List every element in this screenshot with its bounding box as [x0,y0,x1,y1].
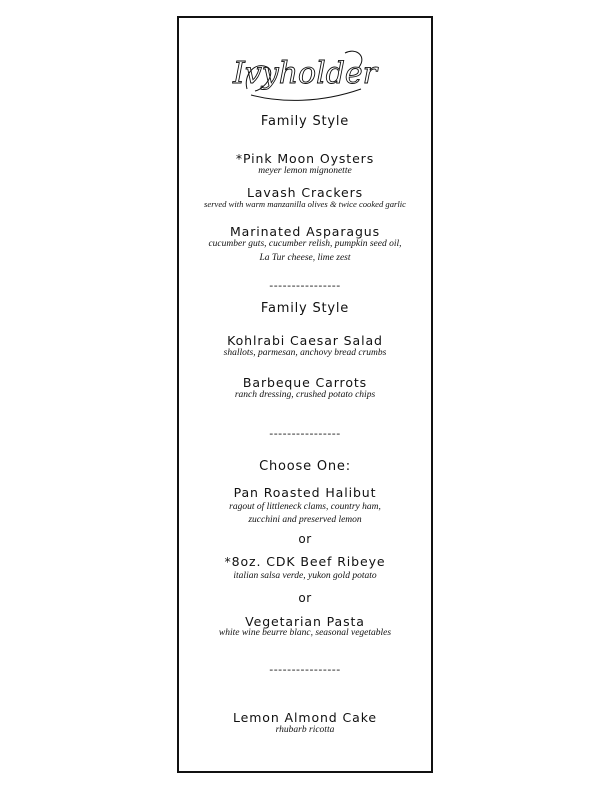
dish-name-pan-roasted-halibut: Pan Roasted Halibut [233,485,377,500]
dish-name-pink-moon-oysters: *Pink Moon Oysters [235,151,375,166]
course-heading-family-style-1: Family Style [260,114,350,129]
dish-desc-marinated-asparagus-line2: La Tur cheese, lime zest [259,253,351,263]
svg-text:Ivyholder: Ivyholder [232,56,378,91]
dish-desc-vegetarian-pasta: white wine beurre blanc, seasonal vegetables [218,628,392,638]
dish-name-barbeque-carrots: Barbeque Carrots [242,375,368,390]
dish-name-vegetarian-pasta: Vegetarian Pasta [245,614,365,629]
course-heading-choose-one: Choose One: [259,459,351,474]
dish-desc-kohlrabi-caesar-salad: shallots, parmesan, anchovy bread crumbs [223,348,387,358]
brand-logo-script [232,45,378,105]
dish-desc-barbeque-carrots: ranch dressing, crushed potato chips [234,390,376,400]
dish-desc-marinated-asparagus-line1: cucumber guts, cucumber relish, pumpkin seed oil, [208,239,402,249]
brand-logo [179,45,431,105]
section-separator-3: ---------------- [269,663,341,676]
dish-name-cdk-beef-ribeye: *8oz. CDK Beef Ribeye [224,554,386,569]
dish-desc-lemon-almond-cake: rhubarb ricotta [275,725,335,735]
menu-card [177,16,433,773]
or-divider-1: or [298,532,312,546]
course-heading-family-style-2: Family Style [260,301,350,316]
dish-desc-lavash-crackers: served with warm manzanilla olives & twice cooked garlic [204,199,406,209]
dish-desc-pink-moon-oysters: meyer lemon mignonette [258,166,352,176]
dish-name-lavash-crackers: Lavash Crackers [246,185,364,200]
section-separator-2: ---------------- [269,427,341,440]
dish-desc-pan-roasted-halibut-line2: zucchini and preserved lemon [248,515,362,525]
dish-name-marinated-asparagus: Marinated Asparagus [229,224,381,239]
section-separator-1: ---------------- [269,279,341,292]
or-divider-2: or [298,591,312,605]
dish-desc-cdk-beef-ribeye: italian salsa verde, yukon gold potato [233,571,377,581]
dish-name-kohlrabi-caesar-salad: Kohlrabi Caesar Salad [227,333,383,348]
dish-desc-pan-roasted-halibut-line1: ragout of littleneck clams, country ham, [229,502,381,512]
dish-name-lemon-almond-cake: Lemon Almond Cake [232,710,377,725]
